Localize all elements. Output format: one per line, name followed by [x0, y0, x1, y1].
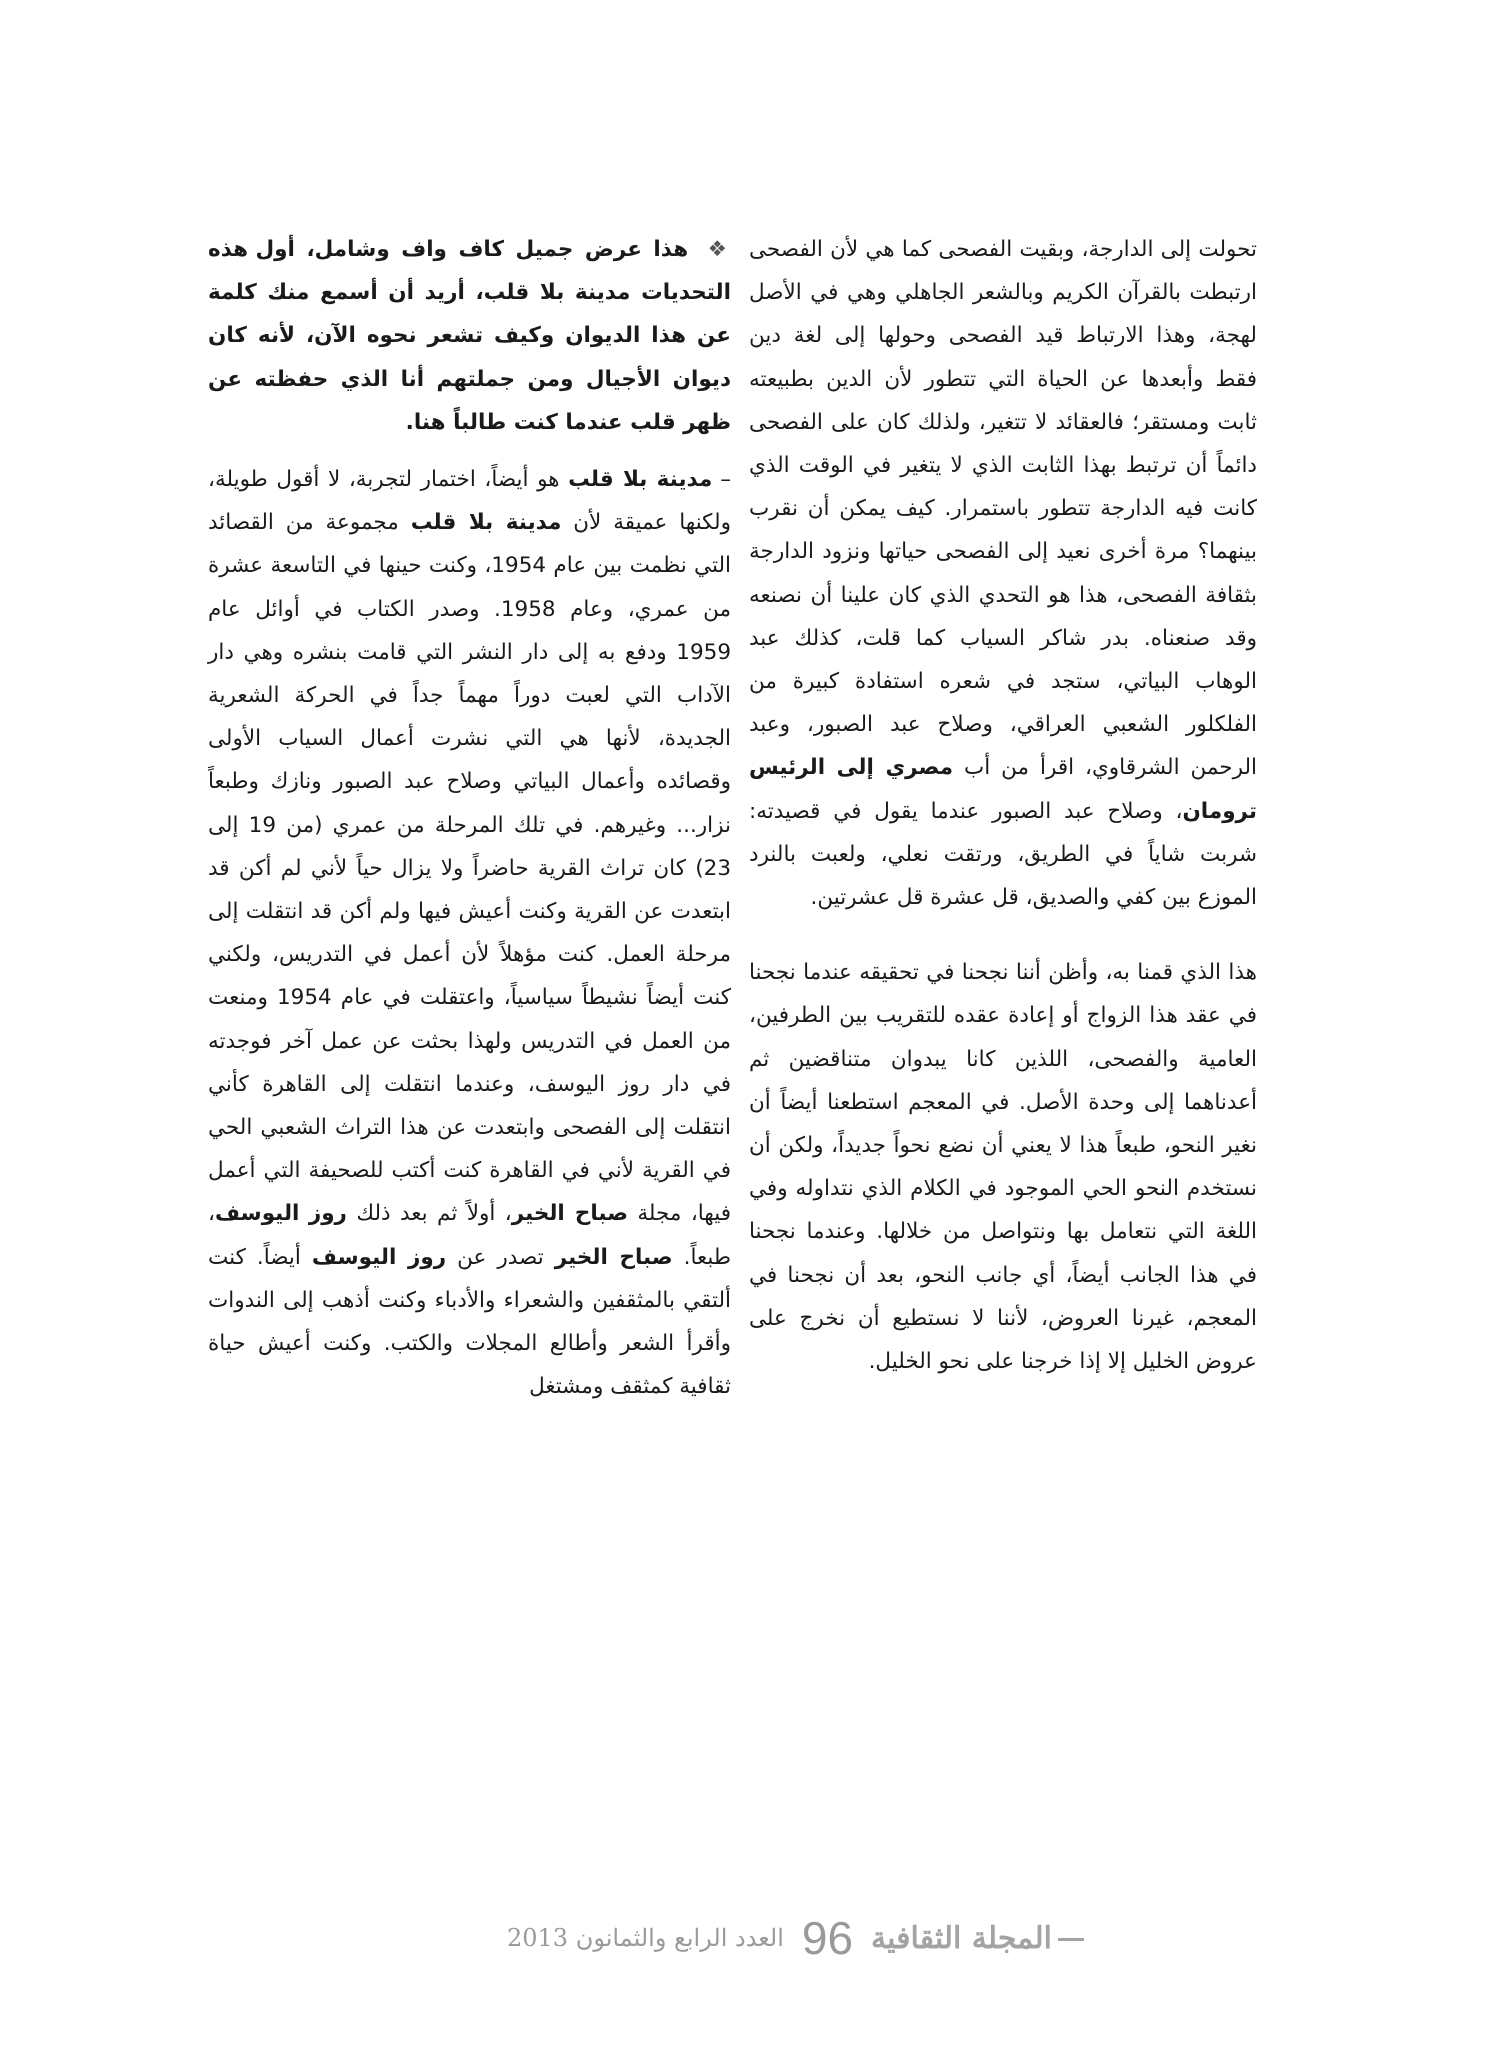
text-line: اليوسف، وعندما انتقلت إلى القاهرة كأني انتقلت [208, 1071, 731, 1141]
paragraph-1 [749, 228, 1257, 919]
text-line: تحولت إلى الدارجة، وبقيت الفصحى كما هي لأن [830, 237, 1257, 262]
text-line: لعبت دوراً مهماً جداً في الحركة الشعرية الجديدة، [208, 683, 731, 752]
page-footer [430, 1908, 1090, 1968]
text-line: في المعجم، غيرنا العروض، لأننا لا نستطيع أن نخرج [749, 1262, 1257, 1331]
text-run: ، طبعاً. [208, 1201, 731, 1270]
text-line: إلى الفصحى وابتعدت عن هذا التراث الشعبي الحي [208, 1115, 666, 1141]
text-line: أكن قد انتقلت إلى مرحلة العمل. كنت مؤهلاً لأن [208, 899, 731, 968]
text-line: كلمة عن هذا الديوان وكيف تشعر نحوه الآن، لأنه [208, 280, 731, 349]
text-line: وهي في الأصل لهجة، وهذا الارتباط قيد الفصحى [749, 280, 1257, 349]
text-run: أعمل فيها، مجلة [208, 1158, 731, 1227]
text-line: ورتقت نعلي، ولعبت بالنرد الموزع بين كفي والصديق، [749, 841, 1257, 911]
text-line: هذا الجانب أيضاً، أي جانب النحو، بعد أن نجحنا [787, 1262, 1219, 1288]
text-line: كان ديوان الأجيال ومن جملتهم أنا الذي حفظته [208, 323, 731, 392]
text-line: الحي الموجود في الكلام الذي نتداوله وفي اللغة التي [749, 1176, 1258, 1245]
text-run: هو أيضاً، اختمار لتجربة، [348, 467, 569, 493]
text-run: ، وصلاح عبد الصبور [992, 798, 1183, 824]
text-line: إلى دار النشر التي قامت بنشره وهي دار الآداب التي [208, 639, 731, 709]
text-line: قل عشرة قل عشرتين. [810, 885, 1019, 911]
text-line: عن ظهر قلب عندما كنت طالباً هنا. [208, 366, 731, 435]
text-line: مجموعة من القصائد التي نظمت بين عام 1954، [208, 510, 731, 579]
text-line: الدارجة بثقافة الفصحى، هذا هو التحدي الذي كان [749, 539, 1257, 608]
text-line: لأنها هي التي نشرت أعمال السياب الأولى وقصائده [208, 726, 732, 795]
text-line: الدارجة تتطور باستمرار. كيف يمكن أن نقرب [749, 496, 1166, 522]
text-line: لا تتغير، ولذلك كان على الفصحى دائماً أن ترتبط [749, 409, 1257, 479]
paragraph-2 [749, 951, 1257, 1383]
text-line: لم أكن قد ابتعدت عن القرية وكنت أعيش فيها ولم [208, 855, 732, 925]
left-column [208, 228, 731, 1408]
magazine-logo [871, 1921, 1090, 1956]
text-run: لا أقول طويلة، ولكنها عميقة لأن [208, 467, 731, 536]
text-line: علينا أن نصنعه وقد صنعناه. بدر شاكر السياب كما [749, 582, 1257, 651]
text-line: نتعامل بها ونتواصل من خلالها. وعندما نجحنا في [749, 1219, 1257, 1288]
text-line: ولهذا بحثت عن عمل آخر فوجدته في دار روز [208, 1028, 731, 1097]
text-line: عندما نجحنا في عقد هذا الزواج أو إعادة عقده [749, 960, 1257, 1029]
text-line: على عروض الخليل إلا إذا خرجنا على نحو الخليل. [749, 1305, 1257, 1375]
interview-answer [208, 458, 731, 1408]
text-line: بينهما؟ مرة أخرى نعيد إلى الفصحى حياتها ونزود [822, 539, 1258, 565]
text-run: ، أولاً ثم بعد ذلك [346, 1201, 512, 1227]
bold-title: مدينة بلا قلب [568, 467, 713, 493]
text-line: يعني أن نضع نحواً جديداً، ولكن أن نستخدم النحو [749, 1133, 1257, 1202]
text-line: نزار... وغيرهم. في تلك المرحلة من عمري (من 19 [248, 812, 731, 838]
text-line: 1958. وصدر الكتاب في أوائل عام 1959 ودفع به [208, 596, 731, 665]
text-line: استفادة كبيرة من الفلكلور الشعبي العراقي، وصلاح [749, 669, 1257, 738]
bold-magazine-name: صباح الخير [511, 1201, 628, 1227]
text-line: عبد الصبور، وعبد الرحمن الشرقاوي، اقرأ من أب [749, 712, 1257, 781]
text-line: والكتب. وكنت أعيش حياة ثقافية كمثقف ومشتغل [208, 1331, 731, 1400]
text-line: هذه التحديات مدينة بلا قلب، أريد أن أسمع منك [208, 237, 731, 306]
bold-title: مدينة بلا قلب [410, 510, 562, 536]
bold-magazine-name: صباح الخير [554, 1244, 673, 1270]
text-line: في المعجم استطعنا أيضاً أن نغير النحو، طبعاً هذا لا [749, 1089, 1257, 1159]
text-line: واعتقلت في عام 1954 ومنعت من العمل في التدريس [208, 985, 731, 1054]
text-line: بهذا الثابت الذي لا يتغير في الوقت الذي كانت فيه [749, 453, 1257, 522]
text-line: أيضاً. كنت ألتقي بالمثقفين والشعراء والأدباء وكنت [208, 1244, 731, 1313]
text-line: هذا الذي قمنا به، وأظن أننا نجحنا في تحقيقه [859, 960, 1257, 986]
page-number: 96 [801, 1912, 854, 1964]
text-run: تصدر عن [446, 1244, 555, 1270]
bold-magazine-name: روز اليوسف [311, 1244, 447, 1270]
issue-label: العدد الرابع والثمانون 2013 [507, 1924, 784, 1952]
bold-magazine-name: اليوسف [214, 1201, 300, 1227]
text-line: هذا عرض جميل كاف واف وشامل، أول [255, 237, 689, 262]
interview-question [208, 228, 731, 444]
diamond-bullet-icon: ❖ [707, 237, 731, 262]
text-line: وحولها إلى لغة دين فقط وأبعدها عن الحياة التي [749, 323, 1258, 392]
text-line: وكنت حينها في التاسعة عشرة من عمري، وعام [208, 553, 731, 622]
bold-magazine-name: روز [308, 1201, 347, 1227]
answer-dash: – [720, 467, 732, 493]
text-line: الفصحى ارتبطت بالقرآن الكريم وبالشعر الجاهلي [749, 237, 1258, 306]
bold-title: مصري إلى الرئيس ترومان [749, 755, 1257, 824]
text-line: أذهب إلى الندوات وأقرأ الشعر وأطالع المجلات [208, 1287, 731, 1357]
right-column [749, 228, 1257, 1383]
magazine-name: المجلة الثقافية [871, 1920, 1052, 1956]
text-line: في القرية لأني في القاهرة كنت أكتب للصحيفة التي [263, 1158, 731, 1184]
text-line: قلت، كذلك عبد الوهاب البياتي، ستجد في شعره [749, 625, 1257, 695]
text-line: للتقريب بين الطرفين، العامية والفصحى، اللذين [749, 1003, 1257, 1072]
text-line: إلى 23) كان تراث القرية حاضراً ولا يزال حياً لأني [208, 812, 731, 881]
text-line: أعمل في التدريس، ولكني كنت أيضاً نشيطاً سياسياً، [208, 942, 731, 1011]
text-line: كانا يبدوان متناقضين ثم أعدناهما إلى وحدة الأصل. [749, 1046, 1257, 1115]
text-line: وأعمال البياتي وصلاح عبد الصبور ونازك وطبعاً [208, 769, 645, 795]
text-line: عندما يقول في قصيدته: شربت شاياً في الطريق، [749, 798, 1257, 867]
logo-stroke-icon [1058, 1938, 1084, 1941]
text-line: تتطور لأن الدين بطبيعته ثابت ومستقر؛ فالعقائد [749, 366, 1257, 435]
